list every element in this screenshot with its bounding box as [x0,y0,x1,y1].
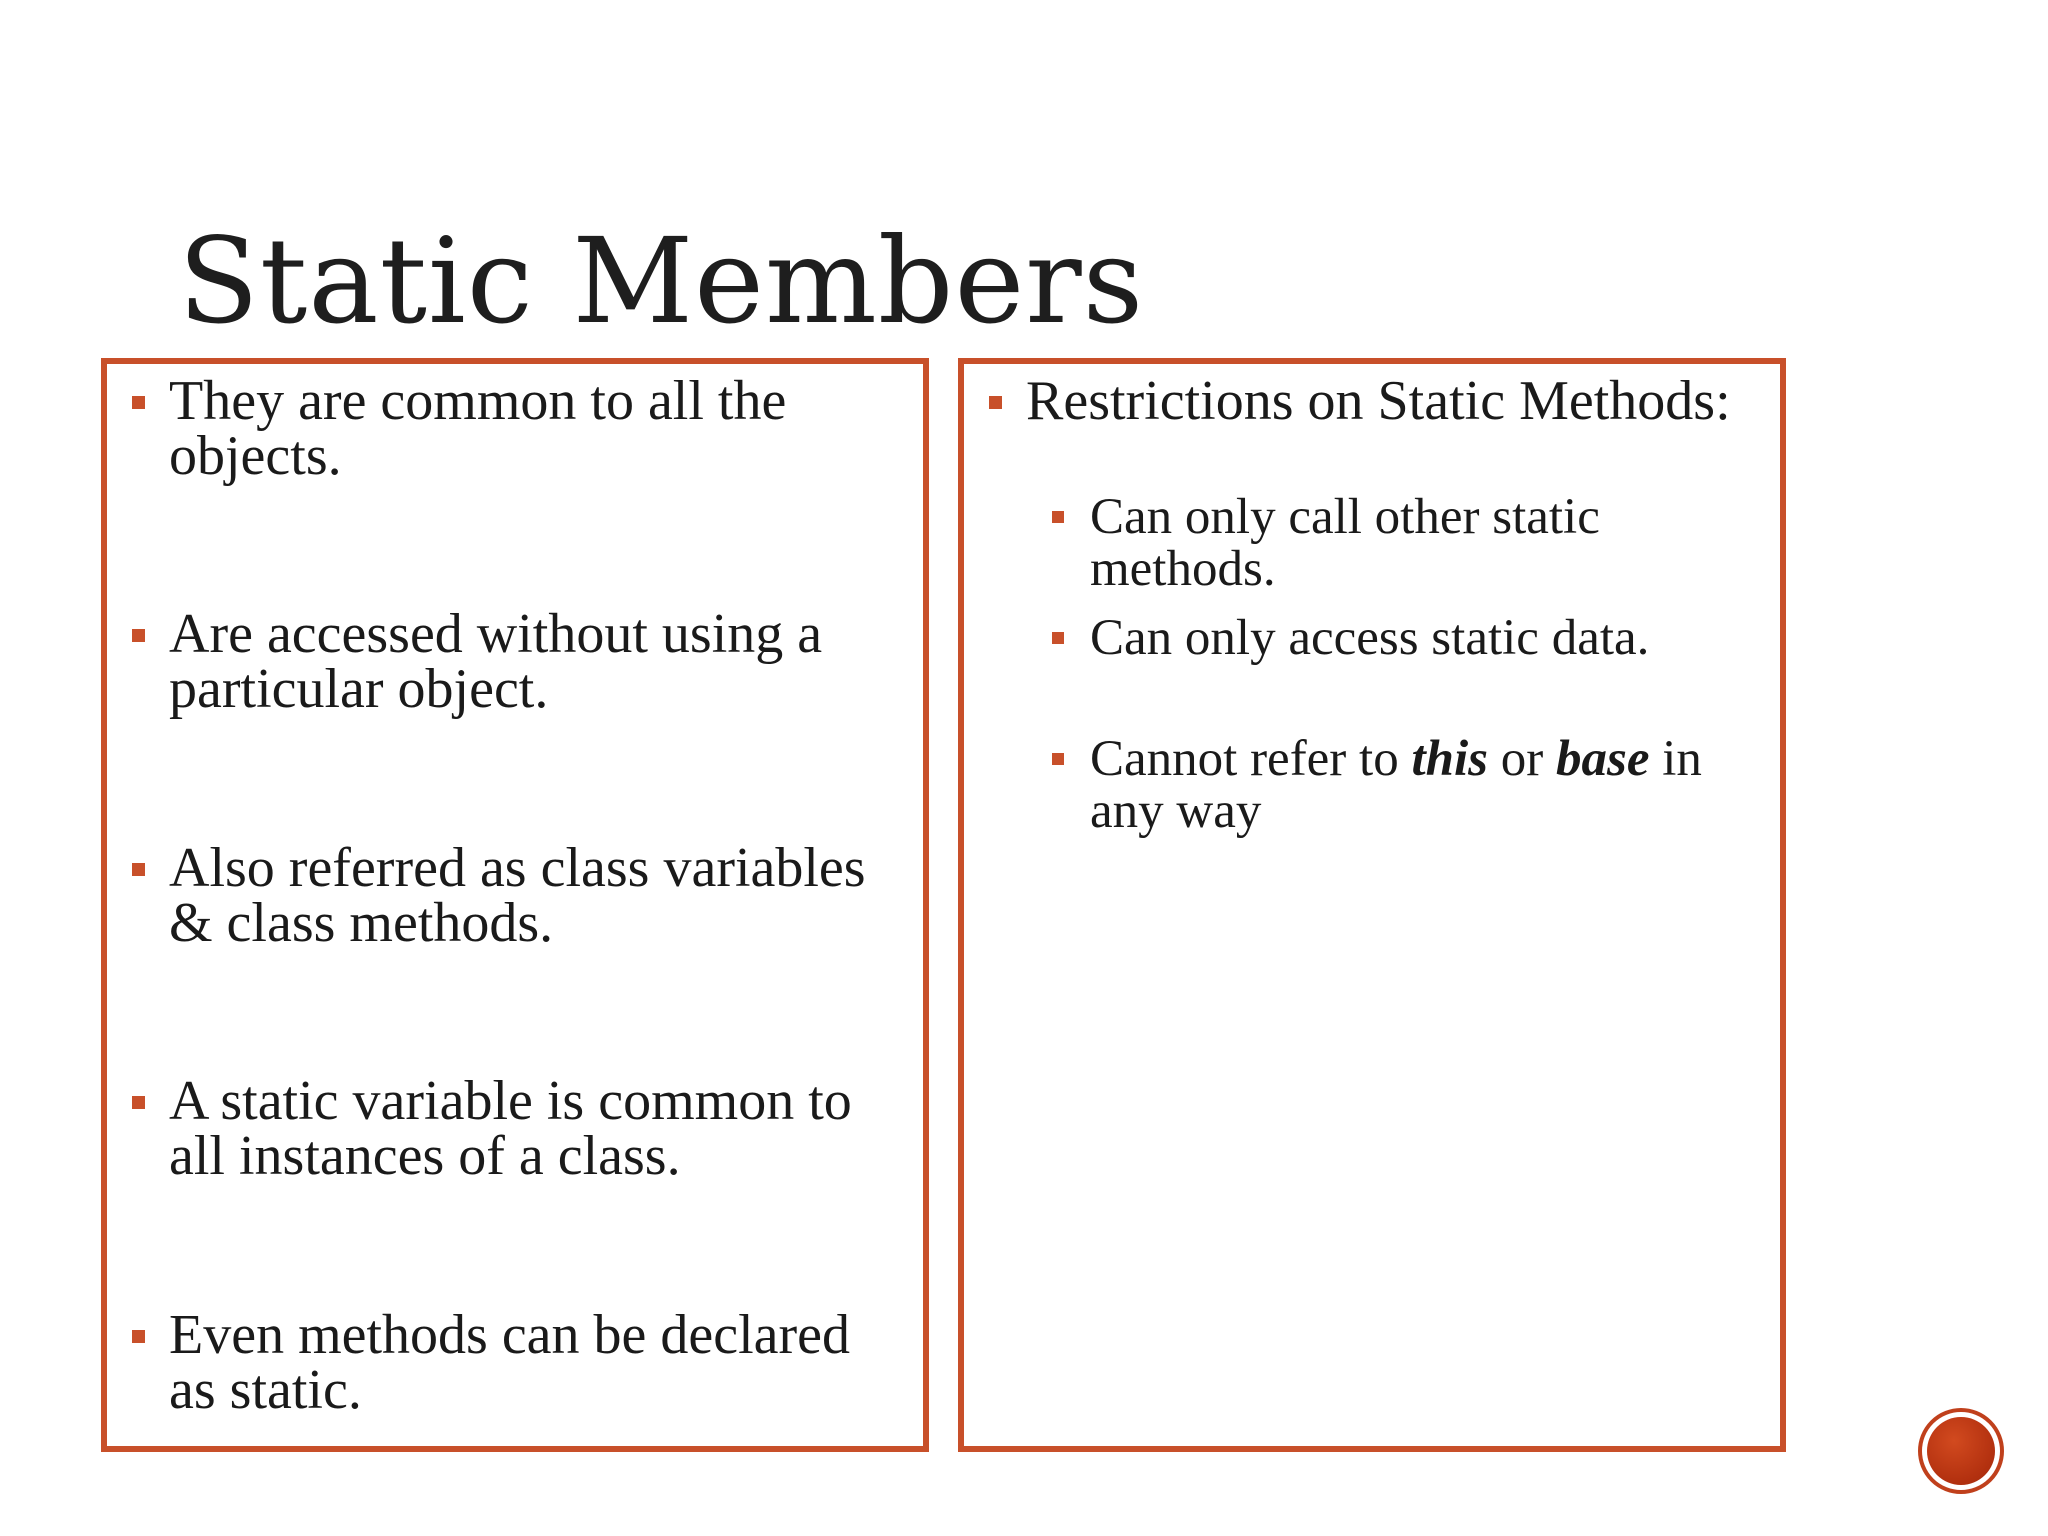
list-item [169,1070,903,1187]
sub-bullet-middle: or [1488,731,1557,787]
slide-title: Static Members [178,212,1145,350]
sub-bullet-text: Can only call other static methods. [1090,489,1600,597]
square-bullet-icon [132,1330,145,1343]
square-bullet-icon [1052,753,1064,765]
square-bullet-icon [1052,632,1064,644]
left-content-panel [101,358,929,1452]
keyword-this: this [1411,731,1489,787]
sub-bullet-text: Can only access static data. [1090,610,1650,666]
restrictions-heading-item [1026,370,1760,432]
square-bullet-icon [132,396,145,409]
bullet-text: Also referred as class variables & class methods. [169,837,866,954]
slide-nav-button[interactable] [1918,1408,2004,1494]
bullet-text: They are common to all the objects. [169,370,787,487]
bullet-text: Are accessed without using a particular object. [169,603,823,720]
square-bullet-icon [132,863,145,876]
bullet-text: A static variable is common to all instances of a class. [169,1070,852,1187]
sub-list-item [1090,491,1750,595]
sub-list-item [1090,733,1750,837]
sub-bullet-suffix: in any way [1090,731,1702,839]
list-item [169,837,903,954]
square-bullet-icon [132,1096,145,1109]
list-item [169,370,903,487]
keyword-base: base [1556,731,1650,787]
right-content-panel [958,358,1786,1452]
sub-bullet-prefix: Cannot refer to [1090,731,1412,787]
restrictions-heading: Restrictions on Static Methods: [1026,370,1731,432]
list-item [169,603,903,720]
bullet-text: Even methods can be declared as static. [169,1304,851,1421]
circle-nav-icon [1927,1417,1995,1485]
square-bullet-icon [132,629,145,642]
square-bullet-icon [989,396,1002,409]
square-bullet-icon [1052,511,1064,523]
list-item [169,1304,903,1421]
sub-list-item [1090,612,1750,664]
